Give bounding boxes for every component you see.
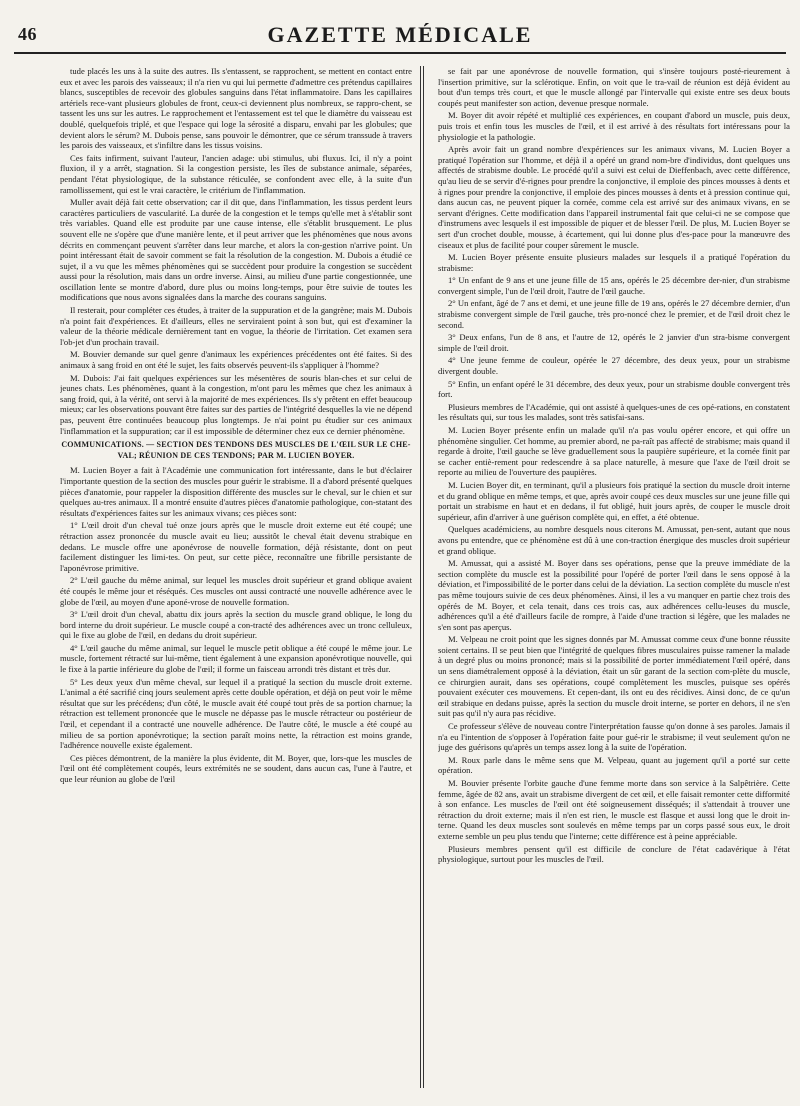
right-paragraph: Plusieurs membres pensent qu'il est difficile de conclure de l'état cadavérique à l'état physiologique, surtout pour les muscles de l'œil. xyxy=(438,843,790,865)
right-paragraph: se fait par une aponévrose de nouvelle formation, qui s'insère toujours posté-rieurement à l'insertion primitive, sur la sclérotique. Enfin, on voit que le tra-vail de réunion est déjà évident au bout d'un temps très court, et que le muscle allongé par l'intervalle qui existe entre ses deux bouts coupés peut manifester son action, devenue presque normale. xyxy=(438,66,790,108)
masthead-title: GAZETTE MÉDICALE xyxy=(267,22,533,47)
right-column xyxy=(438,66,790,1096)
section-heading: COMMUNICATIONS. — SECTION DES TENDONS DES MUSCLES DE L'ŒIL SUR LE CHE-VAL; RÉUNION DE CES TENDONS; PAR M. LUCIEN BOYER. xyxy=(61,440,411,460)
left-paragraph: 1° L'œil droit d'un cheval tué onze jours après que le muscle droit externe eut été coupé; une rétraction assez prononcée du muscle avait eu lieu; aussitôt le cheval était devenu strabique en dedans. Le muscle offre une aponévrose de nouvelle formation, déjà résistante, dont on peut facilement distinguer les limi-tes. On peut, sur cette pièce, reconnaître une fibrille persistante de l'aponévrose primitive. xyxy=(60,520,412,573)
right-paragraph: M. Lucien Boyer présente ensuite plusieurs malades sur lesquels il a pratiqué l'opération du strabisme: xyxy=(438,252,790,273)
left-paragraph: 2° L'œil gauche du même animal, sur lequel les muscles droit supérieur et grand oblique avaient été coupés le même jour et réséqués. Ces muscles ont aussi contracté une nouvelle adhérence avec le globe de l'œil, au moyen d'une aponé-vrose de nouvelle formation. xyxy=(60,575,412,607)
right-paragraph: Plusieurs membres de l'Académie, qui ont assisté à quelques-unes de ces opé-rations, en constatent les résultats qui, sur tous les malades, sont très satisfai-sans. xyxy=(438,401,790,423)
column-divider xyxy=(420,66,421,1088)
page-header xyxy=(14,22,786,54)
page-number: 46 xyxy=(18,24,37,44)
right-paragraph: 3° Deux enfans, l'un de 8 ans, et l'autre de 12, opérés le 2 janvier d'un stra-bisme convergent simple de l'œil droit. xyxy=(438,332,790,353)
left-paragraph: Muller avait déjà fait cette observation; car il dit que, dans l'inflammation, les tissus perdent leurs caractères particuliers de vascularité. La durée de la congestion et le temps qu'elle met à s'établir sont très variables. Quand elle est produite par une cause intense, elle s'établit brusquement. Le plus souvent elle ne s'opère que d'une manière lente, et il peut arriver que les phénomènes que nous avons décrits en commençant peuvent s'arrêter dans leur marche, et alors la con-gestion n'arrive point. Un point intéressant était de savoir comment se fait la résolution de la congestion. M. Dubois a étudié ce sujet, il a vu que les mêmes phénomènes qui se succèdent pour produire la congestion se succèdent aussi pour la résolution, mais dans un ordre inverse. Ainsi, au milieu d'une partie congestionnée, une oscillation lente se montre d'abord, dure plus ou moins long-temps, pour être suivie de toutes les modifications que nous avons signalées dans la marche des courans sanguins. xyxy=(60,197,412,303)
right-paragraph: M. Bouvier présente l'orbite gauche d'une femme morte dans son service à la Salpêtrière. Cette femme, âgée de 82 ans, avait un strabisme divergent de cet œil, et elle faisait remonter cette difformité à son enfance. Les muscles de l'œil ont été soigneusement disséqués; il s'attendait à trouver une rétraction du droit externe; mais il n'en est rien, le muscle est flasque et aussi long que le droit in-terne. Quand les deux muscles sont soulevés en même temps par un corps passé sous eux, le droit externe semble un peu plus tendu que l'interne; cette différence est à peine appréciable. xyxy=(438,778,790,841)
right-paragraph: 2° Un enfant, âgé de 7 ans et demi, et une jeune fille de 19 ans, opérés le 27 décembre dernier, d'un strabisme convergent simple de l'œil gauche, très pro-noncé chez le premier, et de l'œil droit chez le second. xyxy=(438,298,790,330)
left-paragraph: M. Dubois: J'ai fait quelques expériences sur les mésentères de souris blan-ches et sur celui de jeunes chats. Les phénomènes, quant à la congestion, m'ont paru les mêmes que chez les animaux à sang froid, qui, à la vérité, ont servi à la majorité de mes expériences. Ils s'y prêtent en effet beaucoup mieux; car les observations pouvant être faites sur des parties de l'intégrité desquelles la vie ne dépend pas, peuvent être continuées beaucoup plus longtemps. Je n'ai point pu étudier sur ces animaux l'inflammation et la suppuration; car il est impossible de déterminer chez eux ce dernier phénomène. xyxy=(60,372,412,436)
right-paragraph: M. Velpeau ne croit point que les signes donnés par M. Amussat comme ceux d'une bonne réussite soient certains. Il se peut bien que l'intégrité de quelques fibres musculaires puisse ramener la malade à un degré plus ou moins prononcé; mais si la possibilité de porter immédiatement l'œil opéré, dans un sens diamétralement opposé à la déviation, était un sûr garant de la section com-plète du muscle, ce chirurgien aurait, dans ses opérations, coupé complètement les muscles, puisque ses opérés pouvaient exécuter ces mouvemens. Et cepen-dant, ils ont eu des récidives. Ainsi donc, de ce qu'un œil strabique en dedans puisse, après la section du muscle droit interne, se porter en dehors, il ne s'en suit pas qu'il n'y aura pas récidive. xyxy=(438,634,790,719)
right-paragraph: M. Lucien Boyer dit, en terminant, qu'il a plusieurs fois pratiqué la section du muscle droit interne et du grand oblique en même temps, et que, après avoir coupé ces deux muscles sur une jeune fille qui portait un strabisme en haut et en dedans, il fut obligé, huit jours après, de couper le muscle droit supérieur, afin d'arriver à une guérison complète qui, en effet, a été obtenue. xyxy=(438,479,790,522)
left-paragraph: M. Lucien Boyer a fait à l'Académie une communication fort intéressante, dans le but d'éclairer l'importante question de la section des muscles pour guérir le strabisme. Il a d'abord présenté quelques pièces d'anatomie, pour rappeler la disposition différente des muscles sur le cheval, sur le chien et sur quelques au-tres animaux. Il a montré ensuite d'autres pièces d'anatomie pathologique, con-statant des résultats d'expériences faites sur les animaux vivans; ces pièces sont: xyxy=(60,465,412,518)
left-paragraph: 3° L'œil droit d'un cheval, abattu dix jours après la section du muscle grand oblique, le long du bord interne du droit supérieur. Le muscle coupé a con-tracté des adhérences avec un tronc celluleux, qui le fixe au globe de l'œil, en dedans du droit supérieur. xyxy=(60,609,412,641)
left-paragraph: 4° L'œil gauche du même animal, sur lequel le muscle petit oblique a été coupé le même jour. Le muscle, fortement rétracté sur lui-même, tient également à une expansion aponévrotique nouvelle, qui le fixe à la partie inférieure du globe de l'œil; il forme un faisceau arrondi très distant et très dur. xyxy=(60,642,412,675)
left-paragraph: Il resterait, pour compléter ces études, à traiter de la suppuration et de la gangrène; mais M. Dubois n'a point fait d'expériences. Et d'ailleurs, elles ne serviraient point à son but, qui est d'examiner la valeur de la théorie médicale dernièrement tant en vogue, la théorie de l'irritation. Cet examen sera l'ob-jet d'un prochain travail. xyxy=(60,305,412,347)
right-paragraph: 4° Une jeune femme de couleur, opérée le 27 décembre, des deux yeux, pour un strabisme divergent double. xyxy=(438,355,790,377)
right-paragraph: M. Boyer dit avoir répété et multiplié ces expériences, en coupant d'abord un muscle, puis deux, puis trois et enfin tous les muscles de l'œil, et il est arrivé à des résultats fort intéressans pour la physiologie et la pathologie. xyxy=(438,110,790,142)
left-paragraph: tude placés les uns à la suite des autres. Ils s'entassent, se rapprochent, se mettent en contact entre eux et avec les parois des vaisseaux; il n'a rien vu qui lui permette d'admettre ces prétendus capillaires blancs, susceptibles de recevoir des globules sanguins dans l'état inflammatoire. Dans les capillaires artériels rece-vant plusieurs globules de front, ceux-ci deviennent plus nombreux, se rappro-chent, se tassent les uns sur les autres. Le rapprochement et l'entassement est tel que le diamètre du vaisseau est doublé, quelquefois triplé, et que l'espace qui loge la sérosité a disparu, envahi par les globules; que devient alors le sérum? M. Dubois pense, sans pouvoir le démontrer, que ce sérum transsude à travers les parois des vaisseaux, et s'infiltre dans les tissus voisins. xyxy=(60,66,412,151)
right-paragraph: Ce professeur s'élève de nouveau contre l'interprétation fausse qu'on donne à ses paroles. Jamais il n'a eu l'intention de s'opposer à l'opération faite pour gué-rir le strabisme; il veut seulement qu'on ne juge des guérisons qu'après un temps assez long à la suite de l'opération. xyxy=(438,721,790,753)
right-paragraph: 1° Un enfant de 9 ans et une jeune fille de 15 ans, opérés le 25 décembre der-nier, d'un strabisme convergent simple, l'un de l'œil droit, l'autre de l'œil gauche. xyxy=(438,275,790,296)
left-column xyxy=(60,66,412,1096)
left-paragraph: 5° Les deux yeux d'un même cheval, sur lequel il a pratiqué la section du muscle droit externe. L'animal a été sacrifié cinq jours seulement après cette double opération, et déjà on peut voir le même résultat que sur les précédens; d'un côté, le muscle avait été coupé tout près de sa portion charnue; la rétraction est tellement prononcée que le muscle ne dépasse pas le muscle rétracteur ou postérieur de l'œil, et cependant il a contracté une nouvelle adhérence. De l'autre côté, le muscle a été coupé au milieu de sa portion aponévrotique; la section paraît moins nette, la rétraction est moins grande, l'adhérence nouvelle existe également. xyxy=(60,676,412,751)
right-paragraph: M. Lucien Boyer présente enfin un malade qu'il n'a pas voulu opérer encore, et qui offre un phénomène singulier. Cet homme, au premier abord, ne pa-raît pas affecté de strabisme; mais quand il regarde à droite, l'œil gauche se lève graduellement sous la paupière supérieure, et la cornée finit par se cacher entiè-rement pour redescendre à sa place naturelle, à mesure que l'axe de l'œil droit se reporte au milieu de l'ouverture des paupières. xyxy=(438,425,790,478)
left-paragraph: M. Bouvier demande sur quel genre d'animaux les expériences précédentes ont été faites. Si des animaux à sang froid en ont été le sujet, les faits observés peuvent-ils s'appliquer à l'homme? xyxy=(60,349,412,371)
right-paragraph: M. Amussat, qui a assisté M. Boyer dans ses opérations, pense que la preuve immédiate de la section complète du muscle est la possibilité pour l'opéré de porter l'œil dans le sens opposé à la déviation, et l'impossibilité de le porter dans celui de la déviation. La section complète du muscle n'est pas même toujours suivie de ces deux phénomènes. Ainsi, il les a vu manquer en partie chez trois des opérés de M. Boyer, et cela tenait, dans ces trois cas, aux adhérences cellu-leuses du muscle, adhérences qu'il a été d'ailleurs facile de rompre, à l'aide d'une traction si légère, que les malades ne s'en sont pas aperçus. xyxy=(438,558,790,632)
right-paragraph: Après avoir fait un grand nombre d'expériences sur les animaux vivans, M. Lucien Boyer a pratiqué l'opération sur l'homme, et déjà il a opéré un grand nom-bre d'individus, dont quelques uns affectés de strabisme double. Le procédé qu'il a suivi est celui de Dieffenbach, avec cette différence, qu'au lieu de se servir d'é-rignes pour prendre la conjonctive, il emploie des pinces mousses à dents et à rignes pour prendre la conjonctive, il emploie des pinces mousses à dents et à pression continue qui, dans aucun cas, ne peuvent piquer la cornée, comme cela est arrivé sur des animaux vivans, en se servant d'érignes. Cette modification dans l'appareil instrumental fait que celui-ci ne se compose que d'instrumens avec lesquels il est impossible de piquer et de blesser l'œil. De plus, M. Lucien Boyer se sert d'un crochet double, mousse, à écartement, qui lui donne plus d'es-pace pour la manœuvre des ciseaux et plus de facilité pour couper sûrement le muscle. xyxy=(438,144,790,250)
article-columns xyxy=(60,66,790,1096)
left-paragraph: Ces pièces démontrent, de la manière la plus évidente, dit M. Boyer, que, lors-que les muscles de l'œil ont été complètement coupés, leurs extrémités ne se soudent, dans aucun cas, l'une à l'autre, et que leur réunion au globe de l'œil xyxy=(60,752,412,784)
column-divider-secondary xyxy=(423,66,424,1088)
right-paragraph: M. Roux parle dans le même sens que M. Velpeau, quant au jugement qu'il a porté sur cette opération. xyxy=(438,754,790,776)
right-paragraph: 5° Enfin, un enfant opéré le 31 décembre, des deux yeux, pour un strabisme double convergent très fort. xyxy=(438,378,790,400)
right-paragraph: Quelques académiciens, au nombre desquels nous citerons M. Amussat, pen-sent, autant que nous avons pu entendre, que ce phénomène est dû à une con-traction énergique des muscles droit supérieur et grand oblique. xyxy=(438,524,790,556)
left-paragraph: Ces faits infirment, suivant l'auteur, l'ancien adage: ubi stimulus, ubi fluxus. Ici, il n'y a point fluxion, il y a arrêt, stagnation. Si la congestion persiste, les îles de substance animale, séparées, pendant l'état physiologique, de la substance réticulée, se confondent avec elle, à la suite d'un ramollissement, qui est le vrai caractère, le critérium de l'inflammation. xyxy=(60,152,412,195)
